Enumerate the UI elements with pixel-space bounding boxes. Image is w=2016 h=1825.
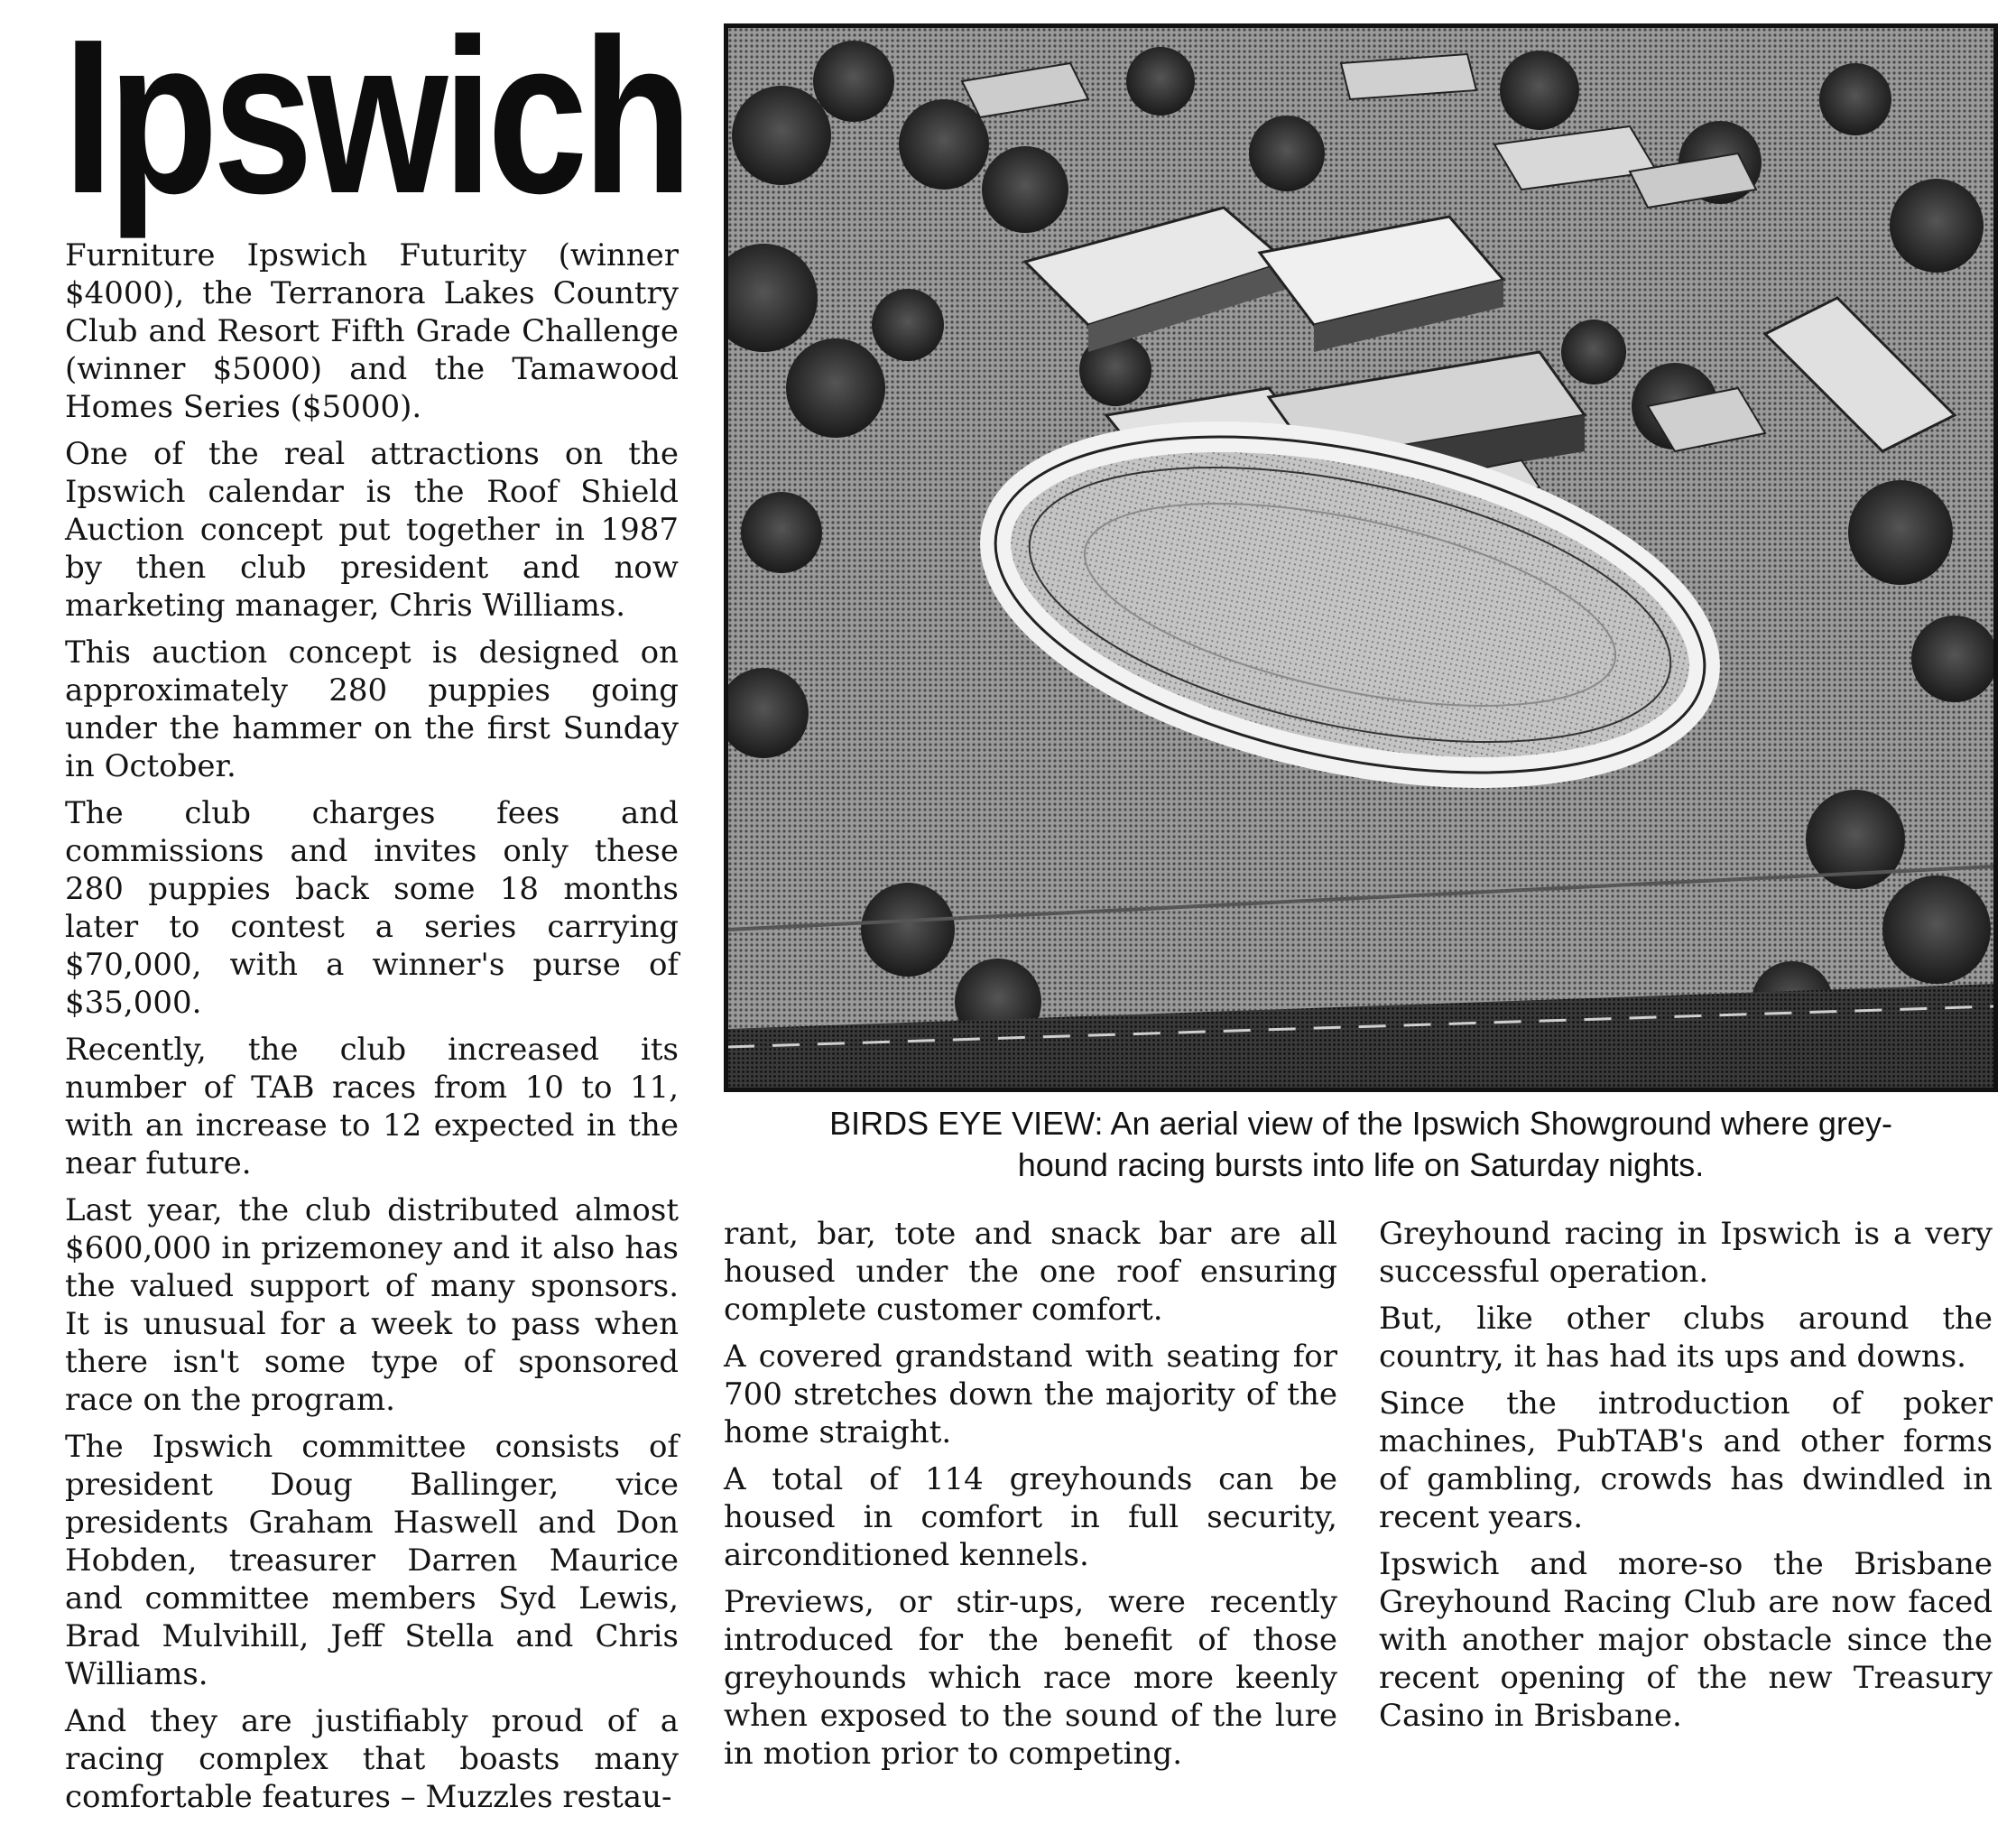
aerial-photo-illustration xyxy=(727,27,1994,1089)
article-title: Ipswich xyxy=(63,0,688,240)
paragraph: One of the real attractions on the Ipswich calendar is the Roof Shield Auction concept put together in 1987 by then club president and now marketing manager, Chris Williams. xyxy=(65,436,679,624)
paragraph: And they are justifiably proud of a racing complex that boasts many comfortable features – Muzzles restau- xyxy=(65,1703,679,1815)
aerial-photo xyxy=(724,23,1998,1092)
photo-caption xyxy=(724,1103,1998,1186)
paragraph: The Ipswich committee consists of president Doug Ballinger, vice presidents Graham Haswell and Don Hobden, treasurer Darren Maurice and committee members Syd Lewis, Brad Mulvihill, Jeff Stella and Chris Williams. xyxy=(65,1429,679,1692)
paragraph: Last year, the club distributed almost $600,000 in prizemoney and it also has the valued support of many sponsors. It is unusual for a week to pass when there isn't some type of sponsored race on the program. xyxy=(65,1192,679,1418)
paragraph: A total of 114 greyhounds can be housed in comfort in full security, airconditioned kennels. xyxy=(724,1461,1337,1573)
caption-line: hound racing bursts into life on Saturday nights. xyxy=(1017,1146,1705,1183)
right-text-column xyxy=(1379,1215,1993,1744)
paragraph: Recently, the club increased its number of TAB races from 10 to 11, with an increase to 12 expected in the near future. xyxy=(65,1032,679,1181)
paragraph: Furniture Ipswich Futurity (winner $4000), the Terranora Lakes Country Club and Resort Fifth Grade Challenge (winner $5000) and the Tamawood Homes Series ($5000). xyxy=(65,237,679,425)
paragraph: The club charges fees and commissions and invites only these 280 puppies back some 18 months later to contest a series carrying $70,000, with a winner's purse of $35,000. xyxy=(65,795,679,1021)
paragraph: This auction concept is designed on approximately 280 puppies going under the hammer on the first Sunday in October. xyxy=(65,635,679,784)
paragraph: A covered grandstand with seating for 700 stretches down the majority of the home straight. xyxy=(724,1339,1337,1450)
caption-line: BIRDS EYE VIEW: An aerial view of the Ipswich Showground where grey- xyxy=(829,1105,1892,1142)
middle-text-column xyxy=(724,1215,1337,1782)
paragraph: Ipswich and more-so the Brisbane Greyhound Racing Club are now faced with another major obstacle since the recent opening of the new Treasury Casino in Brisbane. xyxy=(1379,1546,1993,1734)
paragraph: Since the introduction of poker machines, PubTAB's and other forms of gambling, crowds has dwindled in recent years. xyxy=(1379,1385,1993,1535)
paragraph: rant, bar, tote and snack bar are all housed under the one roof ensuring complete customer comfort. xyxy=(724,1216,1337,1328)
paragraph: Greyhound racing in Ipswich is a very successful operation. xyxy=(1379,1216,1993,1290)
paragraph: But, like other clubs around the country, it has had its ups and downs. xyxy=(1379,1301,1993,1375)
left-text-column xyxy=(65,236,679,1825)
paragraph: Previews, or stir-ups, were recently introduced for the benefit of those greyhounds which race more keenly when exposed to the sound of the lure in motion prior to competing. xyxy=(724,1584,1337,1772)
